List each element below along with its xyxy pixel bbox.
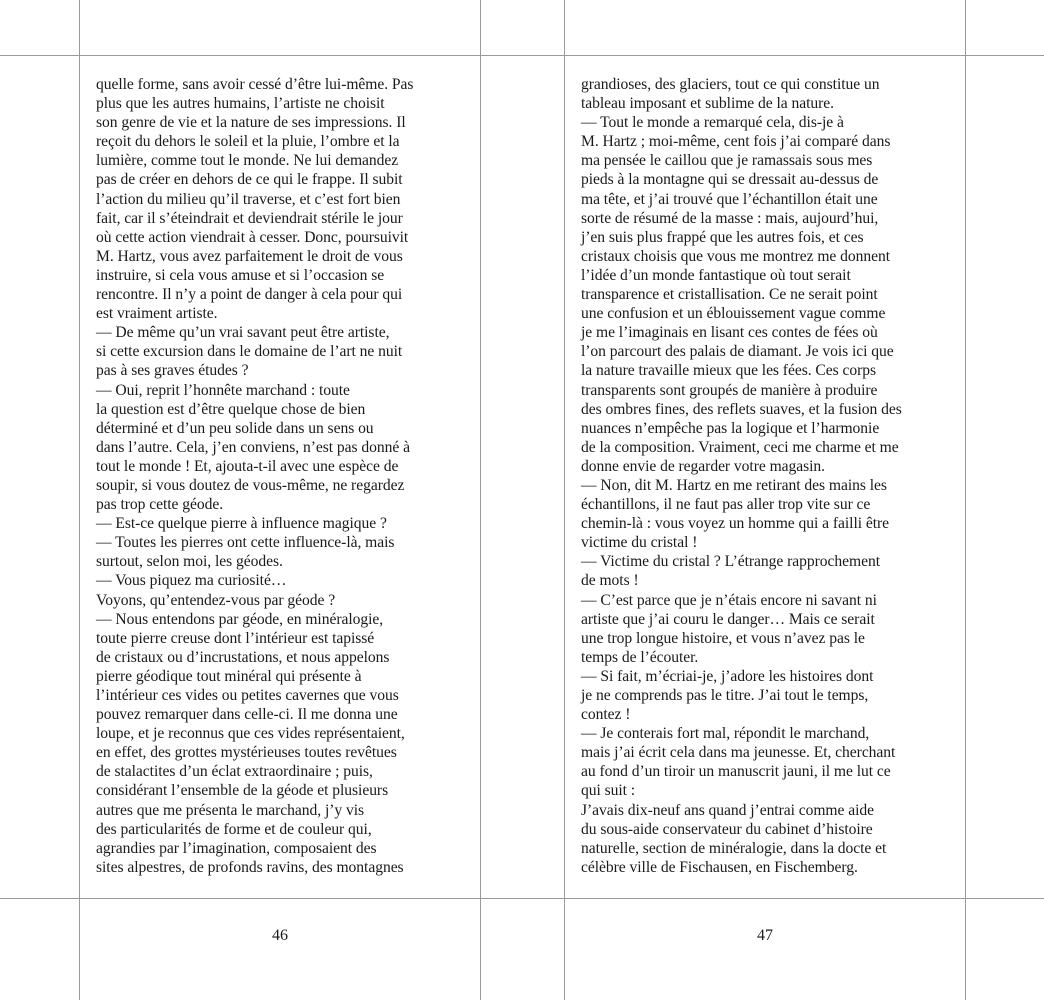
text-line: loupe, et je reconnus que ces vides représentaient, [96,725,405,743]
text-line: — Non, dit M. Hartz en me retirant des mains les [581,476,887,494]
text-line: ma pensée le caillou que je ramassais sous mes [581,152,873,170]
text-line: grandioses, des glaciers, tout ce qui constitue un [581,76,880,93]
text-line: l’intérieur ces vides ou petites cavernes que vous [96,687,399,704]
text-line: M. Hartz ; moi-même, cent fois j’ai comparé dans [581,133,891,151]
text-line: si cette excursion dans le domaine de l’art ne nuit [96,343,403,361]
text-line: lumière, comme tout le monde. Ne lui demandez [96,152,399,170]
text-line: tableau imposant et sublime de la nature. [581,95,835,113]
left-page-text [96,75,468,877]
text-line: — Tout le monde a remarqué cela, dis-je à [581,114,844,132]
text-line: pas trop cette géode. [96,496,224,514]
text-line: victime du cristal ! [581,534,698,552]
text-line: une confusion et un éblouissement vague comme [581,305,886,323]
text-line: transparents sont groupés de manière à produire [581,381,878,399]
text-line: échantillons, il ne faut pas aller trop vite sur ce [581,496,871,514]
text-line: pas à ses graves études ? [96,362,249,380]
text-line: déterminé et d’un peu solide dans un sens ou [96,419,374,437]
text-line: — Si fait, m’écriai-je, j’adore les histoires dont [581,667,874,685]
text-line: une trop longue histoire, et vous n’avez pas le [581,629,865,647]
text-line: contez ! [581,706,631,724]
text-line: toute pierre creuse dont l’intérieur est tapissé [96,629,375,647]
text-line: — De même qu’un vrai savant peut être artiste, [96,324,390,342]
text-line: pierre géodique tout minéral qui présente à [96,667,362,685]
text-line: surtout, selon moi, les géodes. [96,553,283,571]
left-page-number: 46 [272,927,288,944]
text-line: agrandies par l’imagination, composaient des [96,839,377,857]
text-line: nuances n’empêche pas la logique et l’harmonie [581,419,880,437]
text-line: — Est-ce quelque pierre à influence magique ? [96,515,387,533]
text-line: tout le monde ! Et, ajouta-t-il avec une espèce de [96,457,399,475]
text-line: de mots ! [581,572,639,590]
text-line: — Je conterais fort mal, répondit le marchand, [581,725,870,743]
text-line: où cette action viendrait à cesser. Donc, poursuivit [96,228,409,246]
text-line: transparence et cristallisation. Ce ne serait point [581,286,878,304]
text-line: de la composition. Vraiment, ceci me charme et me [581,438,899,456]
text-line: — Victime du cristal ? L’étrange rapprochement [581,553,880,571]
text-line: au fond d’un tiroir un manuscrit jauni, il me lut ce [581,763,891,781]
text-line: J’avais dix-neuf ans quand j’entrai comme aide [581,801,875,819]
text-line: son genre de vie et la nature de ses impressions. Il [96,114,406,132]
right-inner-guide-line [564,0,565,1000]
text-line: instruire, si cela vous amuse et si l’occasion se [96,266,385,284]
text-line: des ombres fines, des reflets suaves, et la fusion des [581,400,902,418]
text-line: — Oui, reprit l’honnête marchand : toute [96,381,350,399]
text-line: chemin-là : vous voyez un homme qui a failli être [581,515,890,533]
text-line: — Vous piquez ma curiosité… [96,572,287,590]
text-line: l’on parcourt des palais de diamant. Je vois ici que [581,343,894,361]
text-line: pieds à la montagne qui se dressait au-dessus de [581,171,879,189]
text-line: donne envie de regarder votre magasin. [581,457,826,475]
bottom-guide-line [0,898,1044,899]
text-line: célèbre ville de Fischausen, en Fischemberg. [581,858,858,876]
text-line: du sous-aide conservateur du cabinet d’histoire [581,820,873,838]
text-line: je ne comprends pas le titre. J’ai tout le temps, [581,687,869,704]
text-line: l’action du milieu qu’il traverse, et c’est fort bien [96,190,401,208]
text-line: ma tête, et j’ai trouvé que l’échantillon était une [581,190,878,208]
text-line: la question est d’être quelque chose de bien [96,400,366,418]
text-line: est vraiment artiste. [96,305,218,323]
text-line: autres que me présenta le marchand, j’y vis [96,801,365,819]
text-line: des particularités de forme et de couleur qui, [96,820,372,838]
right-page-text [581,75,953,877]
text-line: — Toutes les pierres ont cette influence-là, mais [96,534,395,552]
text-line: pouvez remarquer dans celle-ci. Il me donna une [96,706,398,724]
text-line: — Nous entendons par géode, en minéralogie, [96,610,384,628]
text-line: Voyons, qu’entendez-vous par géode ? [96,591,336,609]
text-line: artiste que j’ai couru le danger… Mais ce serait [581,610,875,628]
text-line: M. Hartz, vous avez parfaitement le droit de vous [96,247,403,265]
text-line: considérant l’ensemble de la géode et plusieurs [96,782,389,800]
text-line: j’en suis plus frappé que les autres fois, et ces [581,228,864,246]
text-line: dans l’autre. Cela, j’en conviens, n’est pas donné à [96,438,410,456]
text-line: reçoit du dehors le soleil et la pluie, l’ombre et la [96,133,400,151]
text-line: qui suit : [581,782,636,800]
text-line: en effet, des grottes mystérieuses toutes revêtues [96,744,397,762]
text-line: temps de l’écouter. [581,648,699,666]
text-line: sites alpestres, de profonds ravins, des montagnes [96,858,404,876]
text-line: cristaux choisis que vous me montrez me donnent [581,247,891,265]
right-page-number: 47 [757,927,773,944]
text-line: mais j’ai écrit cela dans ma jeunesse. Et, cherchant [581,744,896,762]
text-line: fait, car il s’éteindrait et deviendrait stérile le jour [96,209,403,227]
text-line: naturelle, section de minéralogie, dans la docte et [581,839,887,857]
text-line: — C’est parce que je n’étais encore ni savant ni [581,591,877,609]
top-guide-line [0,55,1044,56]
text-line: de cristaux ou d’incrustations, et nous appelons [96,648,390,666]
text-line: la nature travaille mieux que les fées. Ces corps [581,362,877,380]
text-line: plus que les autres humains, l’artiste ne choisit [96,95,385,113]
text-line: pas de créer en dehors de ce qui le frappe. Il subit [96,171,403,189]
text-line: l’idée d’un monde fantastique où tout serait [581,266,851,284]
text-line: je me l’imaginais en lisant ces contes de fées où [581,324,878,342]
text-line: de stalactites d’un éclat extraordinaire ; puis, [96,763,373,781]
left-inner-guide-line [480,0,481,1000]
right-outer-guide-line [965,0,966,1000]
text-line: rencontre. Il n’y a point de danger à cela pour qui [96,286,403,304]
text-line: soupir, si vous doutez de vous-même, ne regardez [96,476,405,494]
text-line: sorte de résumé de la masse : mais, aujourd’hui, [581,209,879,227]
text-line: quelle forme, sans avoir cessé d’être lui-même. Pas [96,76,414,93]
left-outer-guide-line [79,0,80,1000]
